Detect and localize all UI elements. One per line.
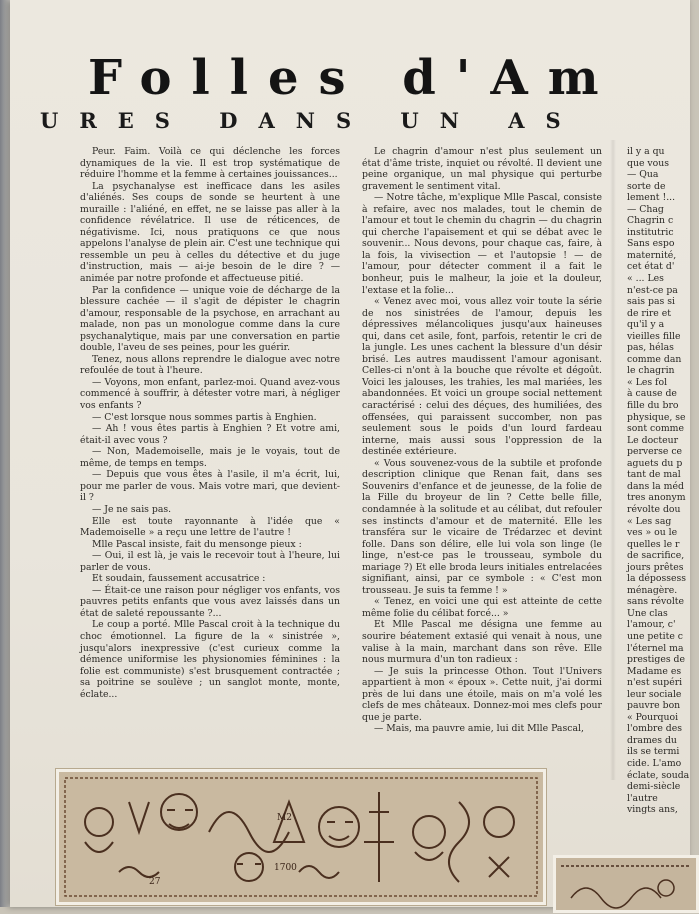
paragraph: sorte de: [627, 180, 666, 192]
paragraph: maternité,: [627, 249, 677, 261]
paragraph: Le chagrin d'amour n'est plus seulement un état d'âme triste, inquiet ou révolté. Il devient une peine organique, un mal physique qui perturbe gravement le sentiment vital.: [362, 146, 602, 192]
paragraph: — Notre tâche, m'explique Mlle Pascal, consiste à refaire, avec nos malades, tout le chemin de l'amour et tout le chemin du chagrin — du chagrin qui cherche l'apaisement et qui se débat avec le souvenir... Nous devons, pour chaque cas, faire, à la fois, la vivisection — et l'autopsie ! — de l'amour, pour détecter comment il a fait le bonheur, puis le malheur, la joie et la douleur, l'extase et la folie...: [362, 192, 602, 296]
paragraph: ils se termi: [627, 746, 680, 758]
embroidery-inscription-3: M2: [277, 813, 292, 823]
text-column-3: [627, 146, 697, 906]
paragraph: « ... Les: [627, 273, 664, 285]
paragraph: de sacrifice,: [627, 550, 685, 562]
paragraph: — Je ne sais pas.: [92, 503, 172, 515]
paragraph: Et Mlle Pascal me désigna une femme au sourire béatement extasié qui venait à nous, une valise à la main, marchant dans son rêve. Elle nous murmura d'un ton radieux :: [362, 619, 602, 666]
paragraph: perverse ce: [627, 446, 683, 458]
paragraph: La psychanalyse est inefficace dans les asiles d'aliénés. Ses coups de sonde se heurtent à une muraille : l'aliéné, en effet, ne se laisse pas aller à la confidence révélatrice. Il use de réticences, de négativisme. Ici, nous pratiquons ce que nous appelons l'analyse de plein air. C'est une technique qui ressemble un peu à celles du détective et du juge d'instruction, mais — ai-je besoin de le dire ? — animée par notre profonde et affectueuse pitié.: [80, 180, 340, 285]
paragraph: que vous: [627, 157, 670, 169]
paragraph: fille du bro: [627, 400, 679, 412]
paragraph: qu'il y a: [627, 319, 665, 331]
paragraph: Mlle Pascal insiste, fait du mensonge pieux :: [92, 538, 302, 550]
embroidery-illustration-2: [553, 855, 699, 913]
text-column-1: [80, 146, 340, 756]
paragraph: cide. L'amo: [627, 757, 682, 769]
paragraph: il y a qu: [627, 146, 665, 157]
paragraph: comme dan: [627, 353, 682, 365]
text-column-2: [362, 146, 602, 756]
paragraph: quelles le r: [627, 538, 680, 550]
paragraph: Et soudain, faussement accusatrice :: [92, 573, 266, 585]
paragraph: la dépossess: [627, 573, 687, 585]
paragraph: — Oui, il est là, je vais le recevoir tout à l'heure, lui parler de vous.: [80, 550, 340, 573]
paragraph: Sans espo: [627, 238, 675, 250]
paragraph: vieilles fille: [627, 330, 681, 342]
paragraph: lement !...: [627, 192, 676, 204]
paragraph: — Non, Mademoiselle, mais je le voyais, tout de même, de temps en temps.: [80, 446, 340, 469]
paragraph: le chagrin: [627, 365, 675, 377]
paragraph: n'est supéri: [627, 677, 683, 689]
paragraph: à cause de: [627, 388, 677, 400]
paragraph: — Voyons, mon enfant, parlez-moi. Quand avez-vous commencé à souffrir, à détester votre mari, à négliger vos enfants ?: [80, 376, 340, 412]
paragraph: révolte dou: [627, 503, 681, 515]
paragraph: prestiges de: [627, 654, 686, 666]
paragraph: une petite c: [627, 630, 683, 642]
paragraph: — Qua: [627, 169, 659, 181]
article-subtitle: URES DANS UN AS: [40, 108, 582, 133]
embroidery-drawing-2: [556, 858, 696, 910]
paragraph: l'ombre des: [627, 723, 683, 735]
embroidery-inscription-2: 1700: [274, 863, 297, 873]
paragraph: Le coup a porté. Mlle Pascal croit à la technique du choc émotionnel. La figure de la « sinistrée », jusqu'alors inexpressive (c'est curieux comme la démence uniformise les physionomies féminines : la folie est communiste) s'est brusquement contractée ; sa poitrine se soulève ; un sanglot monte, monte, éclate...: [80, 619, 340, 700]
paragraph: Une clas: [627, 607, 668, 619]
paragraph: vingts ans,: [627, 804, 678, 816]
paragraph: sont comme: [627, 423, 684, 435]
paragraph: « Venez avec moi, vous allez voir toute la série de nos sinistrées de l'amour, depuis les dépressives mélancoliques jusqu'aux haineuses qui, dans cet asile, font, parfois, retentir le cri de la jungle. Les unes cachent la blessure d'un désir brisé. Les autres maudissent l'amour agonisant. Celles-ci n'ont à la bouche que révolte et dégoût. Voici les jalouses, les trahies, les mal mariées, les abandonnées. Et voici un groupe social nettement caractérisé : celui des déçues, des humiliées, des offensées, qui paraissent succomber, non pas seulement sous le poids d'un lourd fardeau interne, mais aussi sous l'oppression de la destinée extérieure.: [362, 296, 602, 458]
paragraph: demi-siècle: [627, 781, 681, 793]
paragraph: — Depuis que vous êtes à l'asile, il m'a écrit, lui, pour me parler de vous. Mais votre mari, que devient-il ?: [80, 469, 340, 504]
paragraph: sais pas si: [627, 296, 675, 308]
paragraph: Chagrin c: [627, 215, 674, 227]
paragraph: de rire et: [627, 307, 671, 319]
paragraph: Madame es: [627, 665, 682, 677]
article-title: Folles d'Am: [88, 50, 619, 106]
paragraph: — Mais, ma pauvre amie, lui dit Mlle Pascal,: [374, 723, 584, 735]
paragraph: cet état d': [627, 261, 675, 273]
paragraph: Peur. Faim. Voilà ce qui déclenche les forces dynamiques de la vie. Il est trop systématique de réduire l'homme et la femme à certaines jouissances...: [80, 146, 340, 181]
embroidery-drawing: [59, 772, 543, 902]
paragraph: ves » ou le: [627, 527, 678, 539]
paragraph: éclate, souda: [627, 769, 690, 781]
paragraph: sans révolte: [627, 596, 685, 608]
paragraph: Elle est toute rayonnante à l'idée que « Mademoiselle » a reçu une lettre de l'autre !: [80, 515, 340, 539]
paragraph: « Pourquoi: [627, 711, 679, 723]
paragraph: l'éternel ma: [627, 642, 684, 654]
paragraph: — Ah ! vous êtes partis à Enghien ? Et votre ami, était-il avec vous ?: [80, 423, 340, 446]
paragraph: pas, hélas: [627, 342, 674, 354]
embroidery-illustration: [56, 769, 546, 905]
paragraph: tant de mal: [627, 469, 681, 481]
paragraph: physique, se: [627, 411, 686, 423]
paragraph: n'est-ce pa: [627, 284, 678, 296]
paragraph: — Chag: [627, 203, 664, 215]
paragraph: jours prêtes: [627, 561, 684, 573]
embroidery-inscription-1: 27: [149, 877, 161, 887]
paragraph: « Les sag: [627, 515, 672, 527]
page-fold-shadow: [610, 140, 616, 780]
paragraph: « Les fol: [627, 376, 668, 388]
paragraph: l'amour, c': [627, 619, 676, 631]
paragraph: tres anonym: [627, 492, 686, 504]
paragraph: — Je suis la princesse Othon. Tout l'Univers appartient à mon « époux ». Cette nuit, j'ai dormi près de lui dans une étoile, mais on m'a volé les clefs de mes châteaux. Donnez-moi mes clefs pour que je parte.: [362, 665, 602, 723]
paragraph: institutric: [627, 226, 674, 238]
paragraph: aguets du p: [627, 457, 683, 469]
paragraph: Par la confidence — unique voie de décharge de la blessure cachée — il s'agit de dépister le chagrin d'amour, responsable de la psychose, en arrachant au malade, non pas un monologue comme dans la cure psychanalytique, mais par une conversation en partie double, l'aveu de ses peines, pour les guérir.: [80, 284, 340, 354]
paragraph: ménagère.: [627, 584, 678, 596]
paragraph: pauvre bon: [627, 700, 681, 712]
paragraph: Tenez, nous allons reprendre le dialogue avec notre refoulée de tout à l'heure.: [80, 353, 340, 377]
paragraph: Le docteur: [627, 434, 679, 446]
paragraph: — Était-ce une raison pour négliger vos enfants, vos pauvres petits enfants que vous avez laissés dans un état de saleté repoussante ?...: [80, 584, 340, 619]
paragraph: l'autre: [627, 792, 658, 804]
paragraph: dans la méd: [627, 480, 684, 492]
paragraph: leur sociale: [627, 688, 682, 700]
paragraph: — C'est lorsque nous sommes partis à Enghien.: [92, 411, 317, 423]
paragraph: drames du: [627, 734, 677, 746]
paragraph: « Vous souvenez-vous de la subtile et profonde description clinique que Renan fait, dans ses Souvenirs d'enfance et de jeunesse, de la folie de la Fille du broyeur de lin ? Cette belle fille, condamnée à la solitude et au célibat, dut refouler ses instincts d'amour et de maternité. Elle les transféra sur le vicaire de Trédarzec et devint folle. Dans son délire, elle lui vola son linge (le linge, n'est-ce pas le trousseau, symbole du mariage ?) Et elle broda leurs initiales entrelacées signifiant, ainsi, par ce symbole : « C'est mon trousseau. Je suis ta femme ! »: [362, 457, 602, 596]
paragraph: « Tenez, en voici une qui est atteinte de cette même folie du célibat forcé... »: [362, 596, 602, 619]
